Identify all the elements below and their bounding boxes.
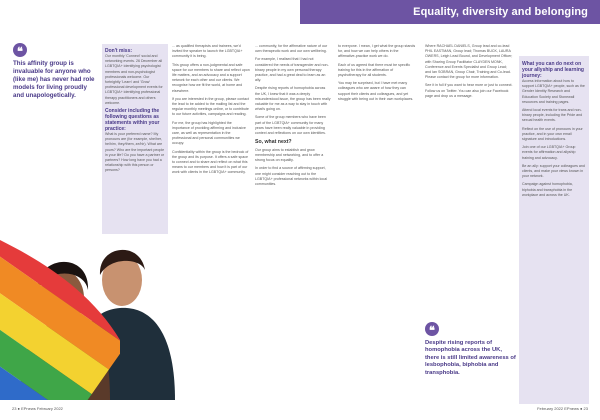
pull-quote-left: This affinity group is invaluable for anyone who (like me) has never had role models for living proudly and unapologetically.: [13, 60, 95, 99]
info-box-right: [519, 56, 589, 404]
pull-quote-right: Despite rising reports of homophobia across the UK, there is still limited awareness of lesbophobia, biphobia and transphobia.: [425, 340, 516, 376]
subheading-what-next: So, what next?: [255, 139, 292, 146]
page-footer-right: February 2022 EPnews ● 23: [537, 406, 588, 411]
article-column-5: [425, 44, 513, 314]
rainbow-flag-photo: [0, 220, 175, 400]
box-list-item: Reflect on the use of pronouns in your practice, and in your own email signature and introductions.: [522, 126, 583, 142]
box-heading-questions: Consider including the following questions as statements within your practice:: [105, 108, 160, 133]
box-list-item: Campaign against homophobia, biphobia and transphobia in the workplace and across the UK.: [522, 182, 573, 197]
box-text-questions: What is your preferred name? My pronouns are (for example, she/her, he/him, they/them, ze/hir). What are yours? Who are the important people in your life? Do you have a partner or partners? How long have you had a relationship with this person or persons?: [105, 132, 165, 173]
paragraph: Despite rising reports of homophobia across the UK, I knew that it was a deeply misunderstood issue, the group has been really valuable for me as a way to stay in touch with what's going on.: [255, 86, 331, 112]
paragraph: For me, the group has highlighted the importance of providing affirming and inclusive care, as well as representation in the professional and personal communities we occupy.: [172, 120, 246, 146]
paragraph: You may be surprised, but I have met many colleagues who are aware of how they can support their clients and colleagues, and yet struggle with being out in their own workplaces.: [338, 81, 414, 101]
paragraph: ... as qualified therapists and trainees, we'd invited the speaker to launch the LGBTQIA+ community it is being.: [172, 44, 243, 59]
box-list-item: Be an ally: support your colleagues and clients, and make your views known in your network.: [522, 163, 585, 179]
article-column-3: [255, 44, 331, 399]
contact-paragraph: Where RACHAEL DANIELS, Group lead and co-lead PHIL EASTMAN, Group lead; Thomas BUCK, LAURA OWERS, Leigh Lead Bound, and Development Officer; with Sharing Group Facilitator CLAYDEN MONK, Conference and Events Specialist and Group Lead; and Ian SOBRAN, Group Chair, Training and Co-lead. Please contact the group for more information.: [425, 44, 513, 80]
box-list-item: Access information about how to support LGBTQIA+ people, such as the Gender Identity Research and Education Society and Stonewall resources and training pages.: [522, 79, 585, 104]
box-list-item: Join one of our LGBTQIA+ Group events for affirmation and allyship training and advocacy.: [522, 145, 576, 160]
article-column-4: [338, 44, 416, 399]
paragraph: This group offers a non-judgmental and safe space for our members to share and reflect upon life matters, and an advocacy and a support network for each other and our clients. We recognise how we fit the world, at home and elsewhere.: [172, 62, 250, 93]
quote-icon: ❝: [425, 322, 439, 336]
paragraph: In order to find a source of affirming support, one might consider reaching out to the LGBTQIA+ professional networks within local communities.: [255, 166, 328, 186]
paragraph: ... community, for the affirmative nature of our own therapeutic work and our own wellbeing.: [255, 44, 328, 54]
paragraph: For example, I realised that I had not considered the needs of transgender and non-binary people in my own personal therapy practice, and had a great deal to learn as an ally.: [255, 57, 329, 83]
box-list-item: Attend local events for trans and non-binary people, including the Pride and sexual health events.: [522, 108, 583, 123]
paragraph: to everyone. I mean, I get what the group stands for, and how we can help others in the affirmative-practice work we do.: [338, 44, 416, 59]
box-heading-next-steps: What you can do next on your allyship and learning journey:: [522, 61, 584, 79]
paragraph: Some of the group members who have been part of the LGBTQIA+ community for many years have been really valuable in providing context and reflections on our own identities.: [255, 115, 326, 136]
paragraph: Each of us agreed that there must be specific training for this in the affirmation of psychotherapy for all students.: [338, 62, 411, 78]
box-text-dont-miss: Our monthly 'Connect' social and networking events. 26 December all LGBTQIA+ identifying psychologist members and non-psychologist professionals welcome. Our fortnightly 'Learn' and 'Grow' professional development events for LGBTQIA+ identifying professional therapy practitioners and others welcome.: [105, 54, 163, 105]
page-footer-left: 23 ● EPnews February 2022: [12, 406, 63, 411]
paragraph: See it in full if you want to hear more or just to connect. Follow us on Twitter. You can also join our Facebook page and drop us a message.: [425, 83, 513, 98]
box-heading-dont-miss: Don't miss:: [105, 48, 133, 54]
quote-icon: ❝: [13, 43, 27, 57]
article-column-2: [172, 44, 250, 399]
section-title: Equality, diversity and belonging: [413, 6, 588, 18]
paragraph: Our group aims to establish and grow membership and networking, and to offer a strong focus on equality.: [255, 147, 324, 163]
paragraph: Confidentiality within the group is the bedrock of the group and its purpose. It offers a safe space to connect and to share and reflect on what this means to our members and how it is part of our work with clients in the LGBTQIA+ community.: [172, 149, 249, 175]
paragraph: If you are interested in the group, please contact the lead to be added to the mailing list and the regular monthly meetings online, or to contribute to our future activities, campaigns and reading.: [172, 96, 249, 117]
info-box-left: [102, 44, 168, 234]
